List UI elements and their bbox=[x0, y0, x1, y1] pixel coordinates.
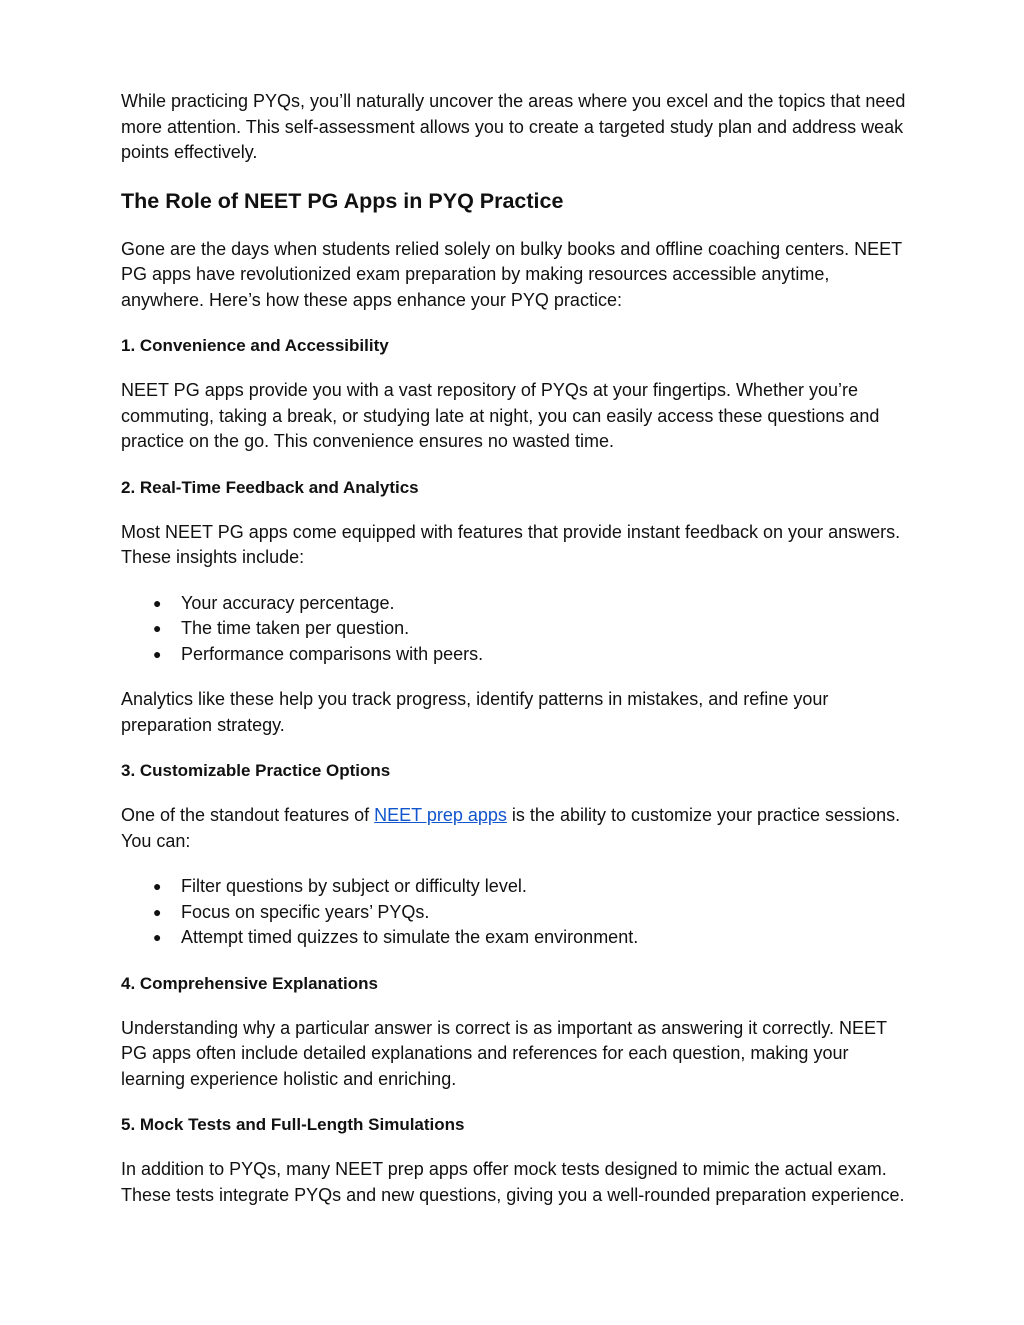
list-item bbox=[121, 616, 911, 642]
section-heading: The Role of NEET PG Apps in PYQ Practice bbox=[121, 188, 564, 213]
bullet-icon: ● bbox=[153, 903, 162, 920]
list-item-text: Attempt timed quizzes to simulate the exam environment. bbox=[181, 927, 639, 947]
section-intro-paragraph: Gone are the days when students relied solely on bulky books and offline coaching centers. NEET PG apps have revolutionized exam preparation by making resources accessible anytime, anywhere. Here’s how these apps enhance your PYQ practice: bbox=[121, 238, 902, 310]
list-item bbox=[121, 642, 911, 668]
list-item-text: Focus on specific years’ PYQs. bbox=[181, 901, 430, 922]
item-2-heading: 2. Real-Time Feedback and Analytics bbox=[121, 477, 419, 497]
list-item-text: Filter questions by subject or difficulty level. bbox=[181, 876, 527, 896]
item-3-body bbox=[121, 803, 911, 854]
list-item bbox=[121, 591, 911, 617]
item-4-heading: 4. Comprehensive Explanations bbox=[121, 973, 378, 993]
item-3-body-after: is the ability to customize your practice sessions. You can: bbox=[121, 805, 901, 851]
item-1-heading: 1. Convenience and Accessibility bbox=[121, 336, 389, 355]
item-2-body: Most NEET PG apps come equipped with features that provide instant feedback on your answers. These insights include: bbox=[121, 521, 901, 567]
item-2-after-paragraph: Analytics like these help you track progress, identify patterns in mistakes, and refine your preparation strategy. bbox=[121, 689, 829, 735]
item-1-body: NEET PG apps provide you with a vast repository of PYQs at your fingertips. Whether you’re commuting, taking a break, or studying late at night, you can easily access these questions and practice on the go. This convenience ensures no wasted time. bbox=[121, 380, 880, 451]
item-2-bullet-list bbox=[121, 591, 911, 668]
item-3-bullet-list bbox=[121, 874, 911, 951]
bullet-icon: ● bbox=[153, 594, 162, 611]
list-item-text: Performance comparisons with peers. bbox=[181, 643, 484, 664]
bullet-icon: ● bbox=[153, 929, 162, 945]
item-3-body-before: One of the standout features of bbox=[121, 805, 375, 825]
item-5-heading: 5. Mock Tests and Full-Length Simulations bbox=[121, 1115, 465, 1134]
list-item bbox=[121, 900, 911, 926]
document-page bbox=[121, 89, 911, 1208]
intro-paragraph: While practicing PYQs, you’ll naturally uncover the areas where you excel and the topics that need more attention. This self-assessment allows you to create a targeted study plan and address weak points effectively. bbox=[121, 91, 906, 162]
neet-prep-apps-link[interactable]: NEET prep apps bbox=[374, 805, 507, 825]
bullet-icon: ● bbox=[153, 645, 162, 662]
item-5-body: In addition to PYQs, many NEET prep apps offer mock tests designed to mimic the actual exam. These tests integrate PYQs and new questions, giving you a well-rounded preparation experience. bbox=[121, 1159, 905, 1205]
list-item-text: Your accuracy percentage. bbox=[181, 592, 395, 613]
list-item-text: The time taken per question. bbox=[181, 618, 410, 638]
item-4-body: Understanding why a particular answer is correct is as important as answering it correctly. NEET PG apps often include detailed explanations and references for each question, making your learning experience holistic and enriching. bbox=[121, 1017, 887, 1089]
list-item bbox=[121, 925, 911, 951]
item-3-heading: 3. Customizable Practice Options bbox=[121, 761, 391, 780]
bullet-icon: ● bbox=[153, 620, 162, 636]
bullet-icon: ● bbox=[153, 878, 162, 894]
list-item bbox=[121, 874, 911, 900]
